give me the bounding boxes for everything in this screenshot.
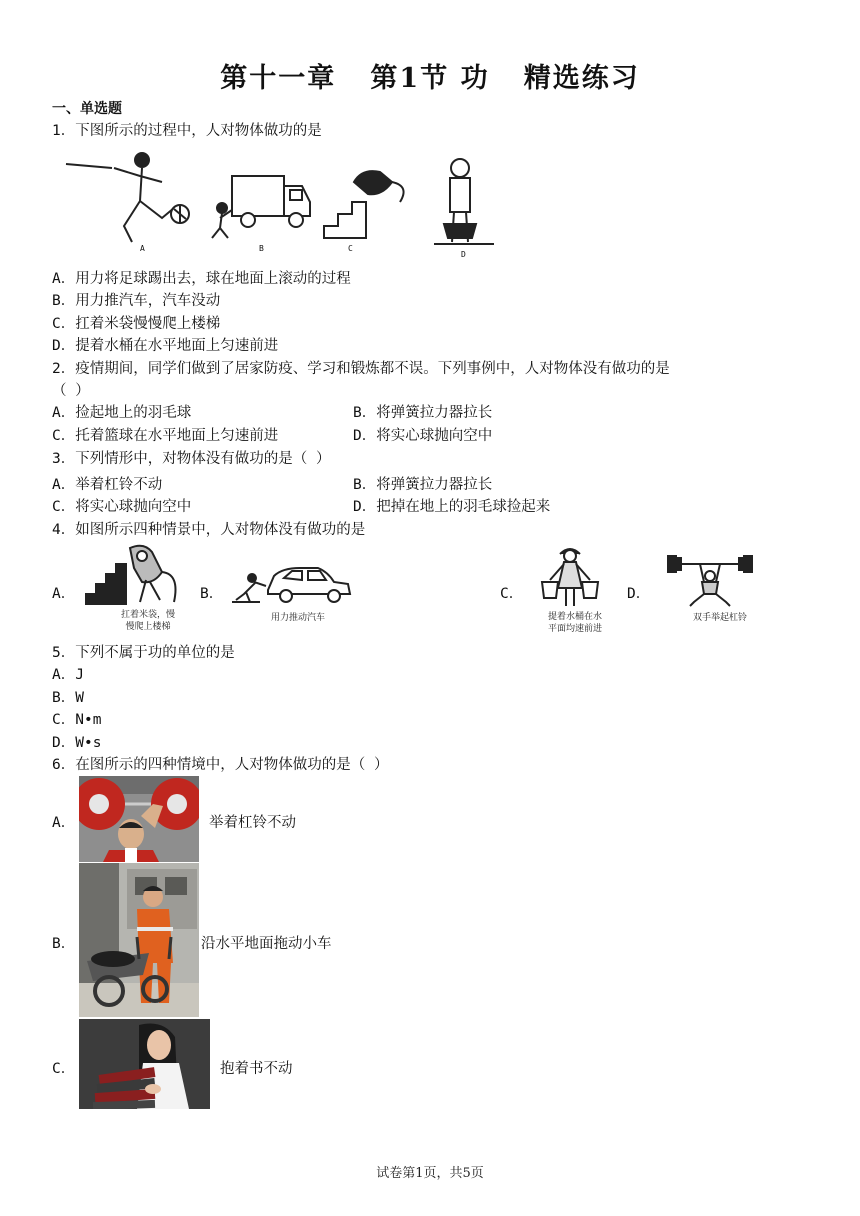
question-6-option-c-text: 抱着书不动 <box>220 1061 293 1077</box>
question-5-option-d: D．W•s <box>52 735 102 751</box>
question-4-caption-c-2: 平面均速前进 <box>547 624 602 634</box>
question-3-option-a: A．举着杠铃不动 <box>52 477 163 493</box>
question-6-stem: 6．在图所示的四种情境中，人对物体做功的是（ ） <box>52 757 389 773</box>
push-car-icon <box>230 560 354 608</box>
question-5-option-a: A．J <box>52 667 84 683</box>
carry-bucket-icon <box>538 544 602 610</box>
q1-fig-label-b: B <box>259 244 264 253</box>
question-1-figure <box>62 146 512 266</box>
question-1-stem: 1．下图所示的过程中，人对物体做功的是 <box>52 123 322 139</box>
question-6-option-a-label: A． <box>52 815 76 831</box>
question-5-option-c: C．N•m <box>52 712 102 728</box>
question-3-stem: 3．下列情形中，对物体没有做功的是（ ） <box>52 451 331 467</box>
q1-fig-label-c: C <box>348 244 353 253</box>
q1-fig-label-a: A <box>140 244 145 253</box>
question-1-option-d: D．提着水桶在水平地面上匀速前进 <box>52 338 279 354</box>
question-2-stem-blank: （ ） <box>52 383 90 399</box>
question-6-option-b-label: B． <box>52 936 76 952</box>
question-4-option-b-label: B． <box>200 586 224 602</box>
question-1-option-a: A．用力将足球踢出去，球在地面上滚动的过程 <box>52 271 351 287</box>
question-4-option-d-label: D． <box>627 586 651 602</box>
question-4-caption-c-1: 提着水桶在水 <box>547 612 602 622</box>
question-4-option-a-label: A． <box>52 586 76 602</box>
weightlifter-photo <box>79 776 199 862</box>
question-2-option-b: B．将弹簧拉力器拉长 <box>353 405 493 421</box>
question-4-stem: 4．如图所示四种情景中，人对物体没有做功的是 <box>52 522 366 538</box>
page-title: 第十一章 第1节 功 精选练习 <box>220 63 640 94</box>
holding-books-photo <box>79 1019 210 1109</box>
question-5-stem: 5．下列不属于功的单位的是 <box>52 645 235 661</box>
question-2-option-d: D．将实心球抛向空中 <box>353 428 493 444</box>
question-1-option-c: C．扛着米袋慢慢爬上楼梯 <box>52 316 221 332</box>
question-2-option-c: C．托着篮球在水平地面上匀速前进 <box>52 428 279 444</box>
question-4-caption-b: 用力推动汽车 <box>270 613 325 623</box>
question-3-option-b: B．将弹簧拉力器拉长 <box>353 477 493 493</box>
question-2-stem: 2．疫情期间，同学们做到了居家防疫、学习和锻炼都不误。下列事例中，人对物体没有做功的是 <box>52 361 670 377</box>
stairs-sack-icon <box>84 544 184 608</box>
question-6-option-b-text: 沿水平地面拖动小车 <box>201 936 332 952</box>
question-4-caption-a-1: 扛着米袋，慢 <box>120 610 175 620</box>
question-5-option-b: B．W <box>52 690 84 706</box>
question-3-option-d: D．把掉在地上的羽毛球捡起来 <box>353 499 551 515</box>
question-4-caption-a-2: 慢爬上楼梯 <box>125 622 171 632</box>
q1-fig-label-d: D <box>461 250 466 259</box>
section-heading: 一、单选题 <box>52 101 122 117</box>
question-4-option-c-label: C． <box>500 586 524 602</box>
question-2-option-a: A．捡起地上的羽毛球 <box>52 405 192 421</box>
worker-cart-photo <box>79 863 199 1017</box>
question-3-option-c: C．将实心球抛向空中 <box>52 499 192 515</box>
question-6-option-a-text: 举着杠铃不动 <box>209 815 296 831</box>
lift-barbell-icon <box>664 554 756 608</box>
question-4-caption-d: 双手举起杠铃 <box>692 613 747 623</box>
question-1-option-b: B．用力推汽车，汽车没动 <box>52 293 221 309</box>
page-footer: 试卷第1页，共5页 <box>376 1166 484 1181</box>
question-6-option-c-label: C． <box>52 1061 76 1077</box>
